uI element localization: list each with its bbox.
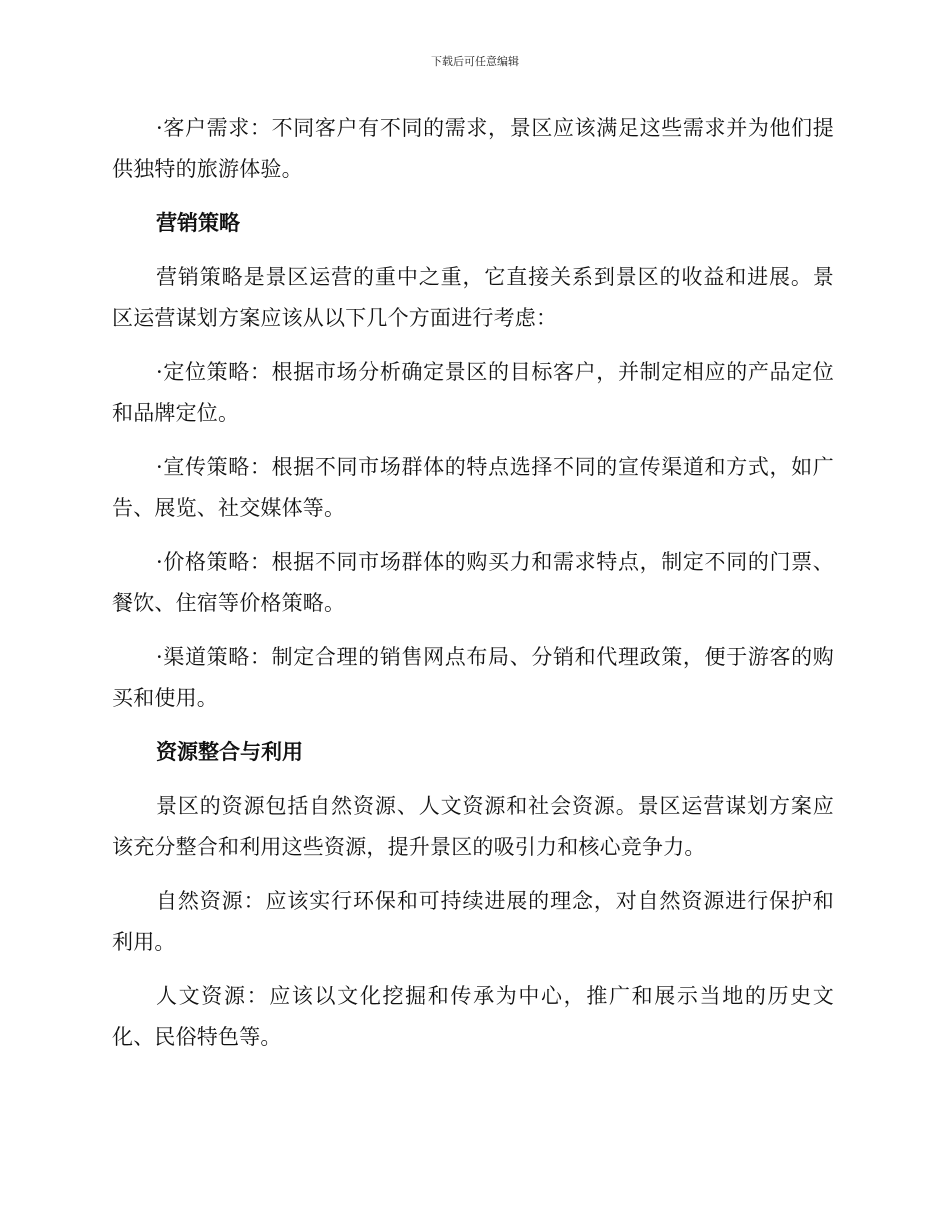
paragraph-marketing-intro: 营销策略是景区运营的重中之重，它直接关系到景区的收益和进展。景区运营谋划方案应该从以下几个方面进行考虑： [112, 265, 834, 330]
section-heading-resource-integration: 资源整合与利用 [156, 740, 303, 764]
paragraph-natural-resources: 自然资源：应该实行环保和可持续进展的理念，对自然资源进行保护和利用。 [112, 889, 834, 954]
paragraph-resources-intro: 景区的资源包括自然资源、人文资源和社会资源。景区运营谋划方案应该充分整合和利用这些资源，提升景区的吸引力和核心竞争力。 [112, 794, 834, 859]
section-heading-marketing-strategy: 营销策略 [156, 211, 240, 235]
paragraph-promotion-strategy: ·宣传策略：根据不同市场群体的特点选择不同的宣传渠道和方式，如广告、展览、社交媒体等。 [112, 455, 834, 520]
page-header: 下载后可任意编辑 [431, 55, 519, 68]
paragraph-customer-needs: ·客户需求：不同客户有不同的需求，景区应该满足这些需求并为他们提供独特的旅游体验。 [112, 116, 834, 181]
paragraph-positioning-strategy: ·定位策略：根据市场分析确定景区的目标客户，并制定相应的产品定位和品牌定位。 [112, 360, 834, 425]
paragraph-pricing-strategy: ·价格策略：根据不同市场群体的购买力和需求特点，制定不同的门票、餐饮、住宿等价格策略。 [112, 550, 834, 615]
paragraph-cultural-resources: 人文资源：应该以文化挖掘和传承为中心，推广和展示当地的历史文化、民俗特色等。 [112, 984, 834, 1049]
paragraph-channel-strategy: ·渠道策略：制定合理的销售网点布局、分销和代理政策，便于游客的购买和使用。 [112, 645, 834, 710]
document-body [112, 108, 834, 1071]
